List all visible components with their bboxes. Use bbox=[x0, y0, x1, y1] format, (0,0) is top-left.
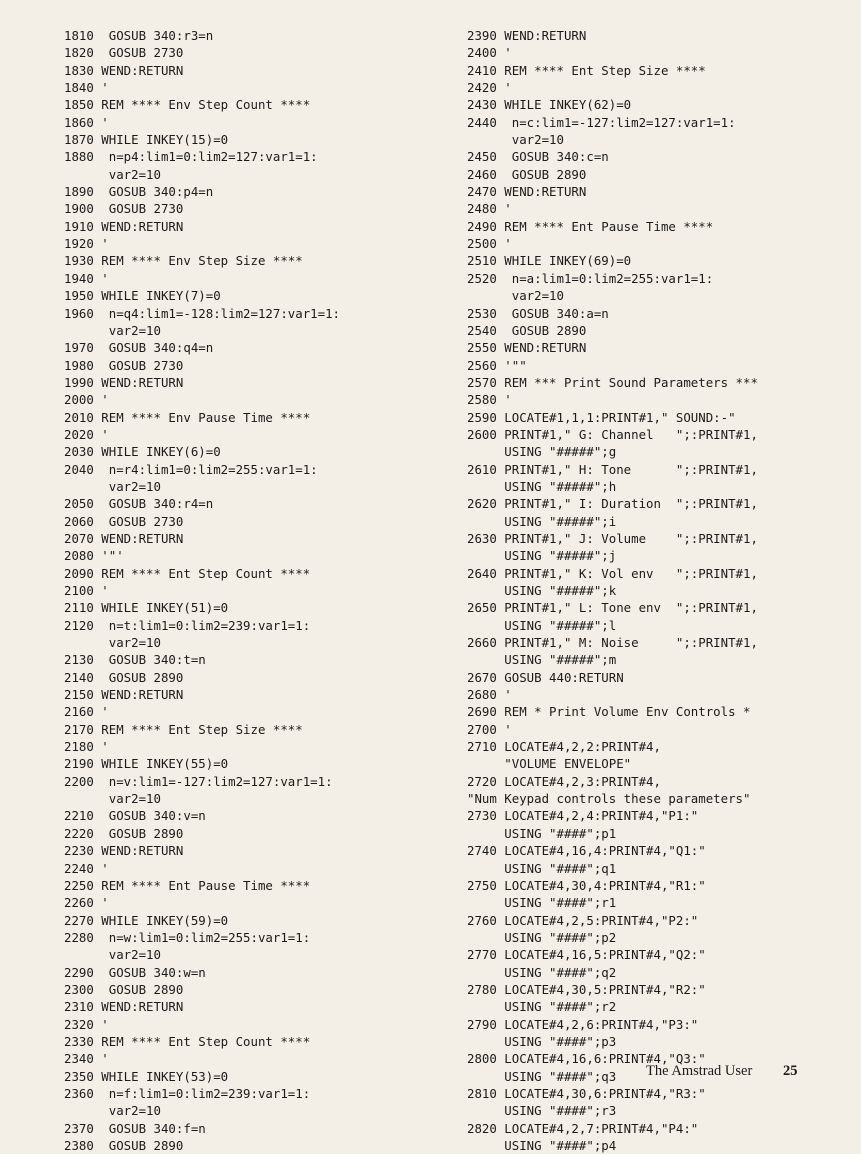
code-line: 2330 REM **** Ent Step Count **** bbox=[64, 1033, 311, 1049]
code-line: 2280 n=w:lim1=0:lim2=255:var1=1: bbox=[64, 929, 311, 945]
code-line: 2450 GOSUB 340:c=n bbox=[467, 149, 609, 165]
code-line: USING "####";p4 bbox=[467, 1138, 617, 1153]
code-line: 1950 WHILE INKEY(7)=0 bbox=[64, 288, 221, 304]
code-line: 2580 ' bbox=[467, 392, 512, 408]
page-footer bbox=[0, 1063, 861, 1087]
code-line: 1810 GOSUB 340:r3=n bbox=[64, 28, 214, 43]
code-line: 2530 GOSUB 340:a=n bbox=[467, 305, 609, 321]
code-line: 2480 ' bbox=[467, 201, 512, 217]
code-line: 2780 LOCATE#4,30,5:PRINT#4,"R2:" bbox=[467, 981, 706, 997]
code-line: var2=10 bbox=[64, 166, 161, 182]
code-line: USING "#####";j bbox=[467, 548, 617, 564]
code-line: 1940 ' bbox=[64, 270, 109, 286]
code-line: USING "#####";k bbox=[467, 583, 617, 598]
code-line: 2070 WEND:RETURN bbox=[64, 530, 184, 546]
code-line: 2730 LOCATE#4,2,4:PRINT#4,"P1:" bbox=[467, 808, 699, 824]
code-line: "VOLUME ENVELOPE" bbox=[467, 756, 632, 772]
code-line: 2210 GOSUB 340:v=n bbox=[64, 808, 206, 824]
code-line: 2510 WHILE INKEY(69)=0 bbox=[467, 253, 632, 269]
code-line: 2250 REM **** Ent Pause Time **** bbox=[64, 877, 311, 893]
code-line: 2300 GOSUB 2890 bbox=[64, 981, 184, 997]
code-line: 2020 ' bbox=[64, 426, 109, 442]
code-line: 2350 WHILE INKEY(53)=0 bbox=[64, 1068, 229, 1084]
code-line: 2820 LOCATE#4,2,7:PRINT#4,"P4:" bbox=[467, 1120, 699, 1136]
code-line: 2410 REM **** Ent Step Size **** bbox=[467, 62, 706, 78]
code-line: USING "####";p2 bbox=[467, 929, 617, 945]
code-line: 2400 ' bbox=[467, 45, 512, 61]
code-line: 2390 WEND:RETURN bbox=[467, 28, 587, 43]
code-line: 1820 GOSUB 2730 bbox=[64, 45, 184, 61]
code-line: 2340 ' bbox=[64, 1051, 109, 1067]
code-line: var2=10 bbox=[64, 322, 161, 338]
code-line: 2060 GOSUB 2730 bbox=[64, 513, 184, 529]
code-line: USING "####";q1 bbox=[467, 860, 617, 876]
code-line: 1990 WEND:RETURN bbox=[64, 374, 184, 390]
code-line: 2500 ' bbox=[467, 236, 512, 252]
code-line: USING "####";r3 bbox=[467, 1103, 617, 1119]
publication-name: The Amstrad User bbox=[646, 1063, 753, 1079]
listing-column-right bbox=[467, 27, 847, 1154]
code-line: USING "####";r1 bbox=[467, 895, 617, 911]
code-line: 2660 PRINT#1," M: Noise ";:PRINT#1, bbox=[467, 635, 758, 651]
code-line: 2420 ' bbox=[467, 80, 512, 96]
code-line: 2600 PRINT#1," G: Channel ";:PRINT#1, bbox=[467, 426, 758, 442]
code-line: 2770 LOCATE#4,16,5:PRINT#4,"Q2:" bbox=[467, 947, 706, 963]
code-line: "Num Keypad controls these parameters" bbox=[467, 791, 751, 807]
code-line: 2380 GOSUB 2890 bbox=[64, 1138, 184, 1153]
page-number: 25 bbox=[783, 1063, 798, 1079]
code-line: USING "####";r2 bbox=[467, 999, 617, 1015]
code-line: var2=10 bbox=[467, 132, 564, 148]
code-line: 2560 '"" bbox=[467, 357, 527, 373]
code-line: 2010 REM **** Env Pause Time **** bbox=[64, 409, 311, 425]
code-line: 1850 REM **** Env Step Count **** bbox=[64, 97, 311, 113]
code-line: 2220 GOSUB 2890 bbox=[64, 825, 184, 841]
code-line: 2240 ' bbox=[64, 860, 109, 876]
code-line: 2590 LOCATE#1,1,1:PRINT#1," SOUND:-" bbox=[467, 409, 736, 425]
code-line: 2610 PRINT#1," H: Tone ";:PRINT#1, bbox=[467, 461, 758, 477]
code-line: 2490 REM **** Ent Pause Time **** bbox=[467, 218, 714, 234]
code-line: 2800 LOCATE#4,16,6:PRINT#4,"Q3:" bbox=[467, 1051, 706, 1067]
code-line: 2570 REM *** Print Sound Parameters *** bbox=[467, 374, 758, 390]
code-line: USING "####";q2 bbox=[467, 964, 617, 980]
listing-column-left bbox=[64, 27, 444, 1154]
code-line: 2310 WEND:RETURN bbox=[64, 999, 184, 1015]
code-line: 2620 PRINT#1," I: Duration ";:PRINT#1, bbox=[467, 496, 758, 512]
code-line: 2470 WEND:RETURN bbox=[467, 184, 587, 200]
code-line: 2190 WHILE INKEY(55)=0 bbox=[64, 756, 229, 772]
code-line: var2=10 bbox=[64, 635, 161, 651]
code-line: 2360 n=f:lim1=0:lim2=239:var1=1: bbox=[64, 1085, 311, 1101]
code-line: 2550 WEND:RETURN bbox=[467, 340, 587, 356]
code-line: 1900 GOSUB 2730 bbox=[64, 201, 184, 217]
code-line: USING "#####";h bbox=[467, 478, 617, 494]
code-line: 2030 WHILE INKEY(6)=0 bbox=[64, 444, 221, 460]
code-line: 2670 GOSUB 440:RETURN bbox=[467, 669, 624, 685]
code-line: 2690 REM * Print Volume Env Controls * bbox=[467, 704, 751, 720]
code-line: var2=10 bbox=[64, 1103, 161, 1119]
code-line: USING "#####";g bbox=[467, 444, 617, 460]
code-line: var2=10 bbox=[64, 478, 161, 494]
code-line: 2630 PRINT#1," J: Volume ";:PRINT#1, bbox=[467, 530, 758, 546]
code-line: 2790 LOCATE#4,2,6:PRINT#4,"P3:" bbox=[467, 1016, 699, 1032]
code-line: 2750 LOCATE#4,30,4:PRINT#4,"R1:" bbox=[467, 877, 706, 893]
code-line: 1910 WEND:RETURN bbox=[64, 218, 184, 234]
code-line: 1970 GOSUB 340:q4=n bbox=[64, 340, 214, 356]
code-line: 1860 ' bbox=[64, 114, 109, 130]
code-line: 1930 REM **** Env Step Size **** bbox=[64, 253, 303, 269]
code-line: 2710 LOCATE#4,2,2:PRINT#4, bbox=[467, 739, 661, 755]
code-line: USING "#####";l bbox=[467, 617, 617, 633]
code-line: 2440 n=c:lim1=-127:lim2=127:var1=1: bbox=[467, 114, 736, 130]
code-line: 2230 WEND:RETURN bbox=[64, 843, 184, 859]
code-line: 2140 GOSUB 2890 bbox=[64, 669, 184, 685]
code-line: 2650 PRINT#1," L: Tone env ";:PRINT#1, bbox=[467, 600, 758, 616]
code-line: 2460 GOSUB 2890 bbox=[467, 166, 587, 182]
code-line: 2120 n=t:lim1=0:lim2=239:var1=1: bbox=[64, 617, 311, 633]
code-line: 1830 WEND:RETURN bbox=[64, 62, 184, 78]
code-line: USING "####";p1 bbox=[467, 825, 617, 841]
code-line: 2740 LOCATE#4,16,4:PRINT#4,"Q1:" bbox=[467, 843, 706, 859]
code-line: 2050 GOSUB 340:r4=n bbox=[64, 496, 214, 512]
code-line: 2100 ' bbox=[64, 583, 109, 598]
code-line: 2170 REM **** Ent Step Size **** bbox=[64, 721, 303, 737]
code-line: 1840 ' bbox=[64, 80, 109, 96]
code-line: 2370 GOSUB 340:f=n bbox=[64, 1120, 206, 1136]
code-line: 1980 GOSUB 2730 bbox=[64, 357, 184, 373]
code-line: 2080 '"' bbox=[64, 548, 124, 564]
code-line: 2260 ' bbox=[64, 895, 109, 911]
code-line: 2160 ' bbox=[64, 704, 109, 720]
code-line: 2520 n=a:lim1=0:lim2=255:var1=1: bbox=[467, 270, 714, 286]
code-line: USING "#####";m bbox=[467, 652, 617, 668]
code-line: 1870 WHILE INKEY(15)=0 bbox=[64, 132, 229, 148]
code-line: var2=10 bbox=[64, 947, 161, 963]
code-line: 2320 ' bbox=[64, 1016, 109, 1032]
code-line: 2150 WEND:RETURN bbox=[64, 687, 184, 703]
code-line: 2000 ' bbox=[64, 392, 109, 408]
code-line: 2810 LOCATE#4,30,6:PRINT#4,"R3:" bbox=[467, 1085, 706, 1101]
code-line: 2720 LOCATE#4,2,3:PRINT#4, bbox=[467, 773, 661, 789]
code-line: var2=10 bbox=[64, 791, 161, 807]
code-line: USING "####";p3 bbox=[467, 1033, 617, 1049]
code-line: 2090 REM **** Ent Step Count **** bbox=[64, 565, 311, 581]
code-line: 2640 PRINT#1," K: Vol env ";:PRINT#1, bbox=[467, 565, 758, 581]
code-line: 1960 n=q4:lim1=-128:lim2=127:var1=1: bbox=[64, 305, 341, 321]
code-line: 2290 GOSUB 340:w=n bbox=[64, 964, 206, 980]
code-line: 2200 n=v:lim1=-127:lim2=127:var1=1: bbox=[64, 773, 333, 789]
code-line: 2130 GOSUB 340:t=n bbox=[64, 652, 206, 668]
code-line: 2760 LOCATE#4,2,5:PRINT#4,"P2:" bbox=[467, 912, 699, 928]
code-line: 2680 ' bbox=[467, 687, 512, 703]
code-line: 2430 WHILE INKEY(62)=0 bbox=[467, 97, 632, 113]
code-line: 2040 n=r4:lim1=0:lim2=255:var1=1: bbox=[64, 461, 318, 477]
code-line: 1880 n=p4:lim1=0:lim2=127:var1=1: bbox=[64, 149, 318, 165]
code-line: 2540 GOSUB 2890 bbox=[467, 322, 587, 338]
code-line: 2270 WHILE INKEY(59)=0 bbox=[64, 912, 229, 928]
code-line: 2180 ' bbox=[64, 739, 109, 755]
code-line: 1920 ' bbox=[64, 236, 109, 252]
code-line: USING "#####";i bbox=[467, 513, 617, 529]
code-line: var2=10 bbox=[467, 288, 564, 304]
code-line: USING "####";q3 bbox=[467, 1068, 617, 1084]
code-line: 1890 GOSUB 340:p4=n bbox=[64, 184, 214, 200]
code-line: 2110 WHILE INKEY(51)=0 bbox=[64, 600, 229, 616]
code-line: 2700 ' bbox=[467, 721, 512, 737]
